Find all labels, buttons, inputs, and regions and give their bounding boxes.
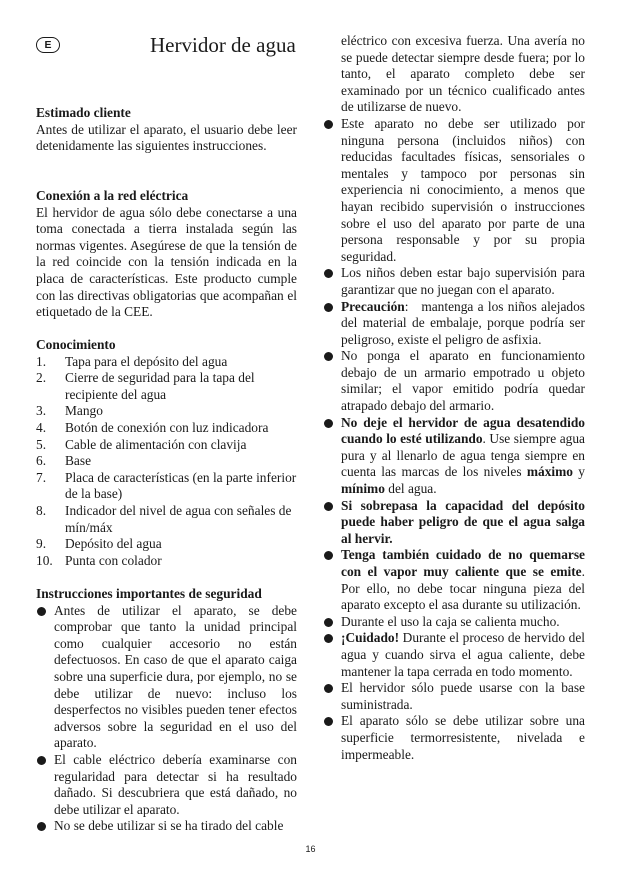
list-item: Antes de utilizar el aparato, se debe comprobar que tanto la unidad principal como cualquier accesorio no están defectuosos. En caso de que el aparato caiga sobre una superficie dura, por ejemplo, no se debe utilizar de nuevo: incluso los desperfectos no visibles pueden tener efectos adversos sobre la seguridad en el uso del aparato. (36, 603, 297, 752)
list-item: 7. Placa de características (en la parte inferior de la base) (36, 469, 297, 502)
list-item: Los niños deben estar bajo supervisión para garantizar que no juegan con el aparato. (323, 265, 585, 298)
conocimiento-heading: Conocimiento (36, 337, 116, 352)
bullet-icon (324, 303, 333, 312)
seguridad-heading: Instrucciones importantes de seguridad (36, 586, 262, 601)
list-item: 6. Base (36, 453, 92, 469)
list-item: 10. Punta con colador (36, 552, 162, 568)
continuation-text: eléctrico con excesiva fuerza. Una avería no se puede detectar siempre desde fuera; por lo tanto, el aparato completo debe ser examinado por un técnico cualificado antes de utilizarse de nuevo. (341, 33, 585, 115)
conocimiento-section (36, 337, 297, 569)
bullet-icon (324, 419, 333, 428)
list-item: 5. Cable de alimentación con clavija (36, 436, 247, 452)
conexion-text: El hervidor de agua sólo debe conectarse a una toma conectada a tierra instalada según las normas vigentes. Asegúrese de que la tensión de la red coincide con la tensión indicada en la placa de características. Este producto cumple con las directivas obligatorias que acompañan el etiquetado de la CEE. (36, 204, 297, 320)
safety-list-right (323, 33, 585, 763)
list-item: 1. Tapa para el depósito del agua (36, 353, 228, 369)
list-item: Este aparato no debe ser utilizado por ninguna persona (incluidos niños) con reducidas facultades físicas, sensoriales o mentales y tampoco por personas sin experiencia ni conocimiento, a menos que hayan recibido supervisión o instrucciones sobre el uso del aparato por parte de una persona responsable y por su propia seguridad. (323, 116, 585, 265)
list-item: No ponga el aparato en funcionamiento debajo de un armario empotrado u objeto similar; el vapor emitido podría quedar atrapado debajo del armario. (323, 348, 585, 414)
list-item: Durante el uso la caja se calienta mucho. (323, 614, 585, 631)
list-item: No se debe utilizar si se ha tirado del cable (36, 818, 297, 835)
list-item: Precaución: mantenga a los niños alejados del material de embalaje, porque podría ser peligroso, existe el peligro de asfixia. (323, 299, 585, 349)
seguridad-section (36, 586, 297, 835)
bullet-icon (37, 756, 46, 765)
bullet-icon (324, 352, 333, 361)
bullet-icon (37, 607, 46, 616)
bullet-icon (37, 822, 46, 831)
bullet-icon (324, 551, 333, 560)
bullet-icon (324, 717, 333, 726)
list-item: Tenga también cuidado de no quemarse con el vapor muy caliente que se emite. Por ello, no debe tocar ninguna pieza del aparato excepto el asa durante su utilización. (323, 547, 585, 613)
page-number: 16 (305, 844, 316, 854)
list-item: Si sobrepasa la capacidad del depósito puede haber peligro de que el agua salga al hervir. (323, 498, 585, 548)
list-item: El hervidor sólo puede usarse con la base suministrada. (323, 680, 585, 713)
language-badge: E (36, 37, 60, 53)
list-item: 4. Botón de conexión con luz indicadora (36, 419, 269, 435)
list-item: 3. Mango (36, 403, 103, 419)
bullet-icon (324, 634, 333, 643)
intro-heading: Estimado cliente (36, 105, 131, 120)
list-item: 8. Indicador del nivel de agua con señales de mín/máx (36, 502, 292, 535)
intro-section (36, 105, 297, 155)
intro-text: Antes de utilizar el aparato, el usuario debe leer detenidamente las siguientes instrucciones. (36, 121, 297, 154)
conexion-section (36, 188, 297, 321)
bullet-icon (324, 120, 333, 129)
conexion-heading: Conexión a la red eléctrica (36, 188, 189, 203)
list-item: ¡Cuidado! Durante el proceso de hervido del agua y cuando sirva el agua caliente, debe mantener la tapa cerrada en todo momento. (323, 630, 585, 680)
bullet-icon (324, 502, 333, 511)
bullet-icon (324, 618, 333, 627)
list-item: 9. Depósito del agua (36, 536, 162, 552)
list-item: El cable eléctrico debería examinarse con regularidad para detectar si ha resultado dañado. Si descubriera que está dañado, no debe utilizar el aparato. (36, 752, 297, 818)
list-item: 2. Cierre de seguridad para la tapa del recipiente del agua (36, 370, 255, 402)
bullet-icon (324, 684, 333, 693)
list-item: No deje el hervidor de agua desatendido cuando lo esté utilizando. Use siempre agua pura y al llenarlo de agua tenga siempre en cuenta las marcas de los niveles máximo y mínimo del agua. (323, 415, 585, 498)
bullet-icon (324, 269, 333, 278)
list-item: El aparato sólo se debe utilizar sobre una superficie termorresistente, nivelada e impermeable. (323, 713, 585, 763)
parts-list (36, 354, 297, 570)
page-title: Hervidor de agua (150, 33, 296, 57)
safety-list-left (36, 603, 297, 835)
